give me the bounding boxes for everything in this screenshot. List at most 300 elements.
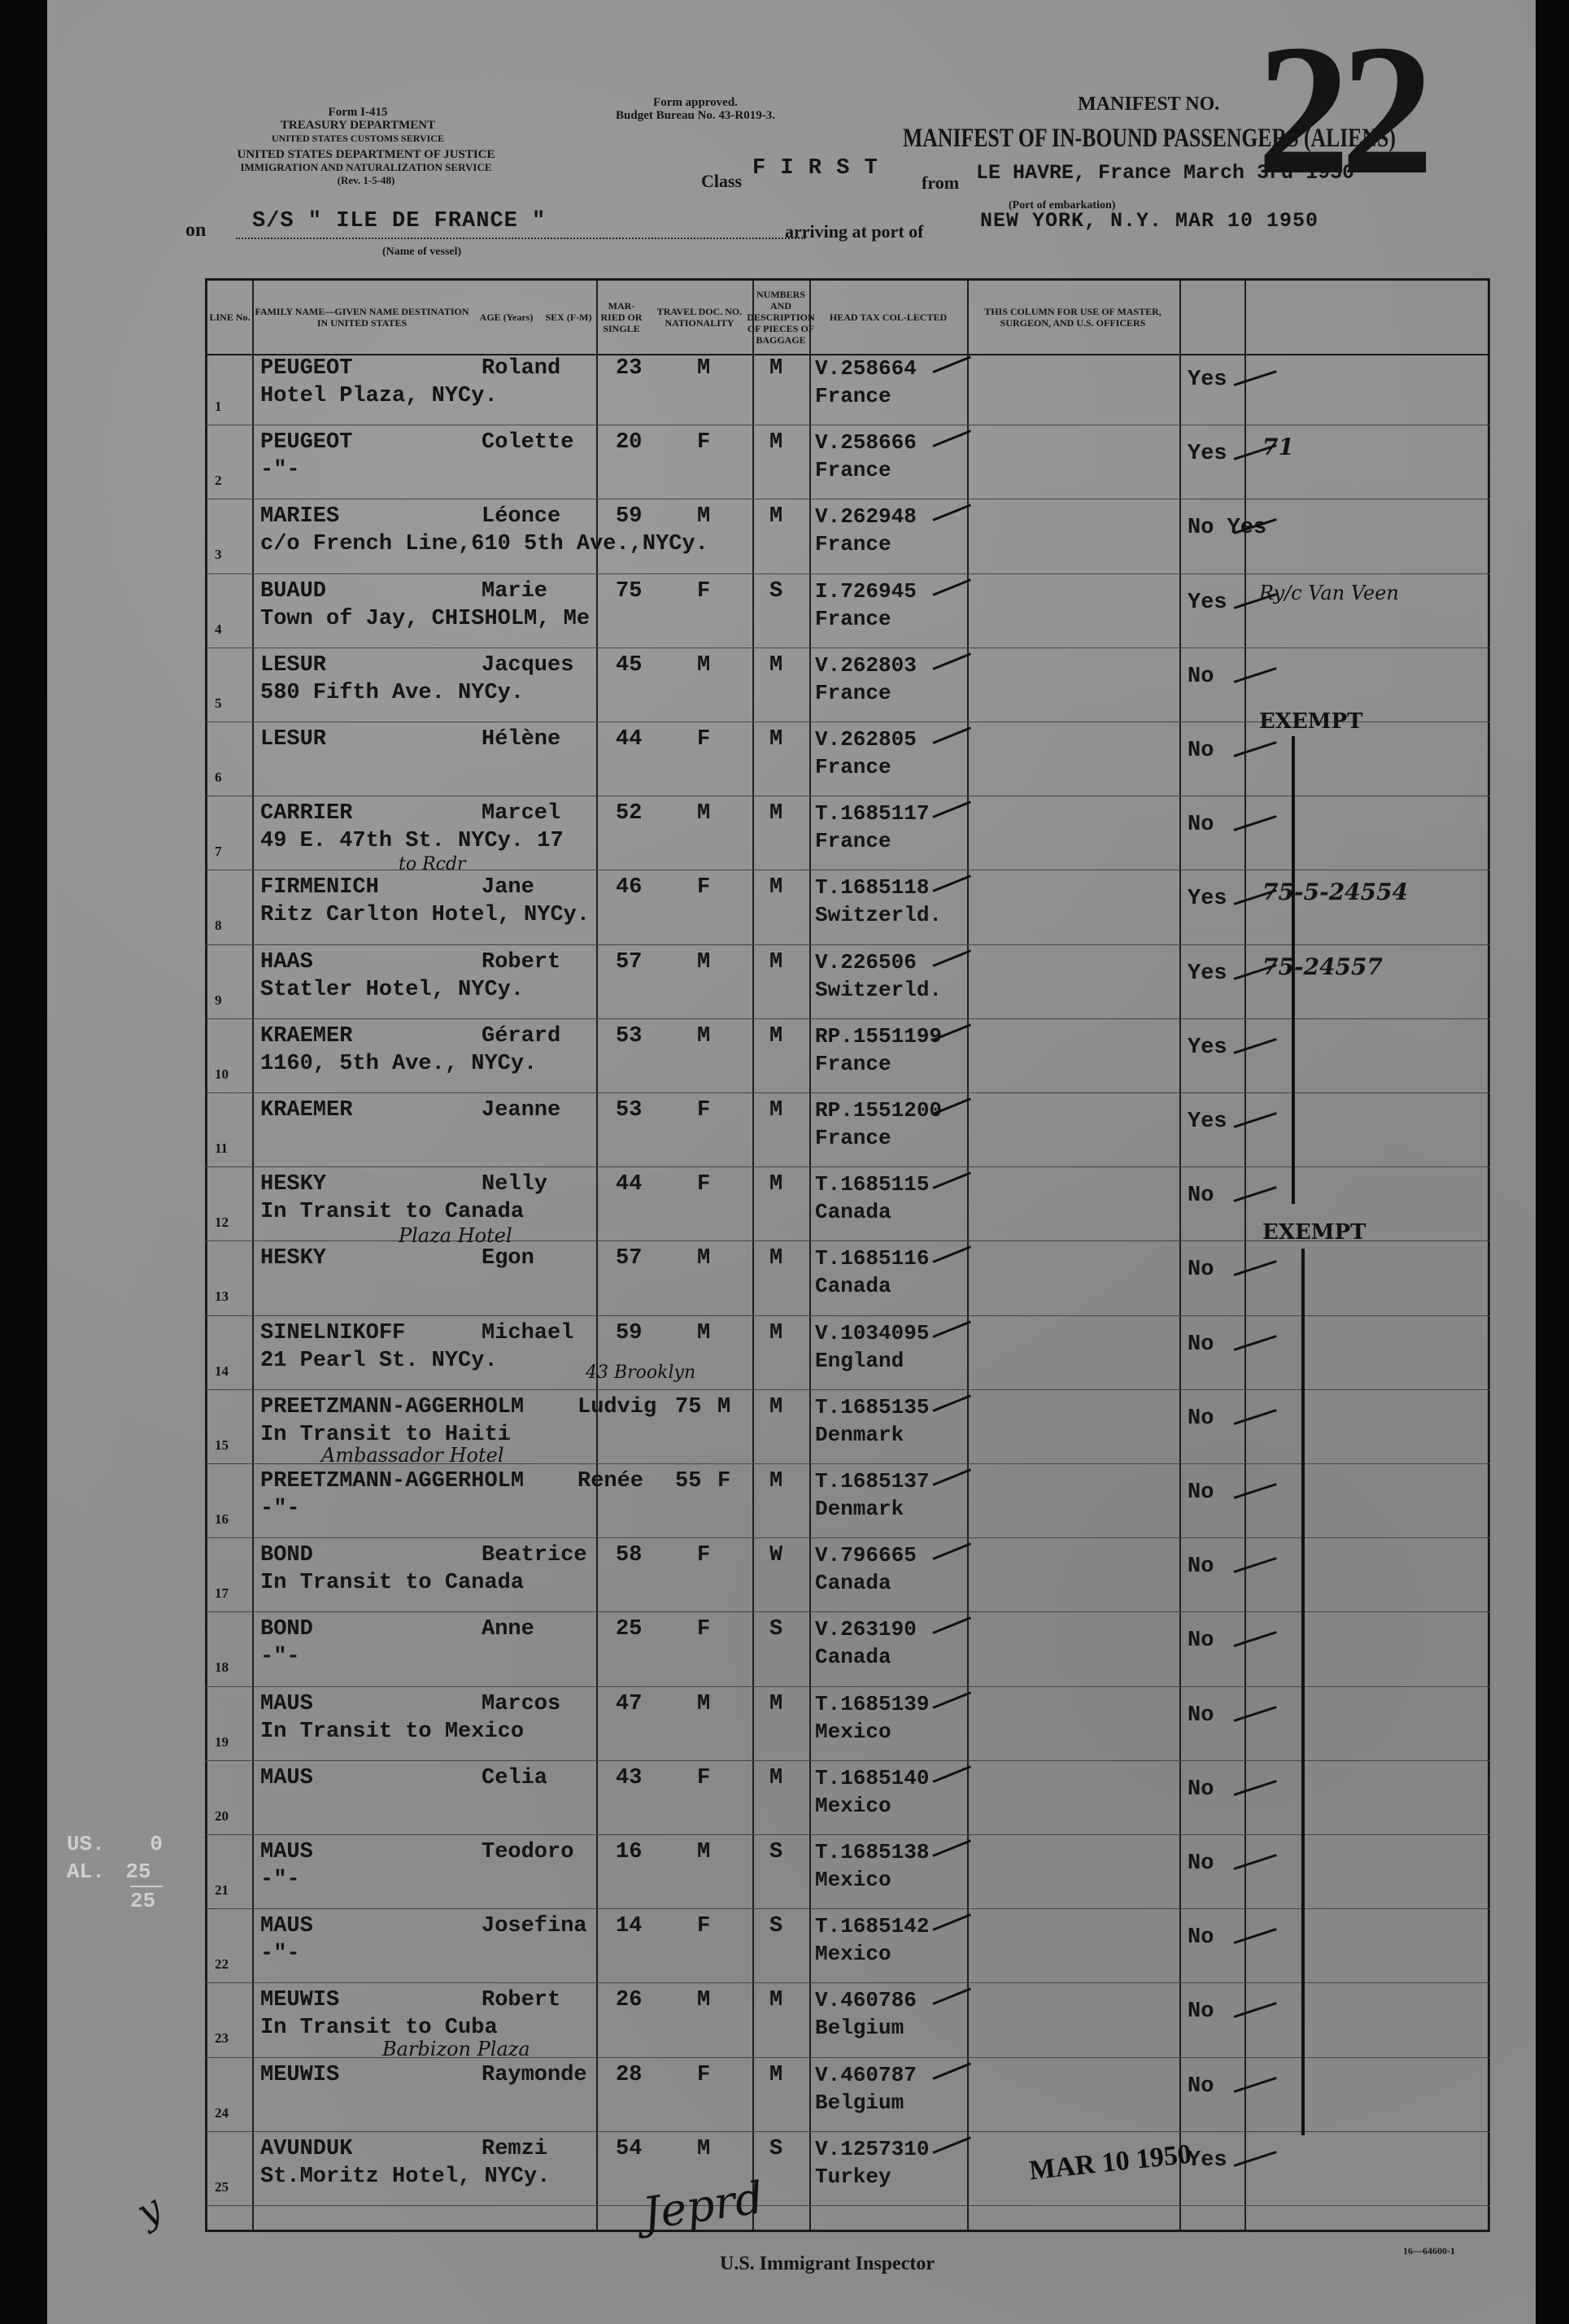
check-mark (932, 1246, 970, 1264)
line-number: 4 (215, 621, 222, 637)
line-number: 6 (215, 770, 222, 785)
check-mark (1234, 1038, 1277, 1054)
destination: In Transit to Canada (260, 1571, 525, 1596)
sex: M (697, 1246, 711, 1271)
sex: M (697, 801, 711, 826)
customs-service: UNITED STATES CUSTOMS SERVICE (272, 133, 444, 144)
destination: -"- (260, 1645, 300, 1670)
check-mark (1234, 1112, 1277, 1128)
check-mark (1234, 741, 1277, 757)
travel-doc-number: T.1685116 (815, 1246, 930, 1271)
passenger-given-name: Jane (482, 875, 534, 900)
travel-doc-number: V.258664 (815, 356, 917, 381)
age: 44 (616, 727, 643, 752)
destination: In Transit to Canada (260, 1200, 525, 1225)
check-mark (932, 1765, 970, 1783)
manifest-no-large: 22 (1257, 6, 1424, 213)
nationality: Canada (815, 1571, 891, 1596)
marital-status: M (769, 1320, 783, 1345)
check-mark (932, 949, 970, 967)
destination: Ritz Carlton Hotel, NYCy. (260, 903, 591, 928)
head-tax: No (1188, 1851, 1214, 1876)
head-tax: No (1188, 739, 1214, 763)
check-mark (932, 1394, 970, 1412)
travel-doc-number: V.460786 (815, 1988, 917, 2013)
col-header-sex: SEX (F-M) (545, 312, 592, 323)
sex: F (697, 1617, 711, 1642)
sex: F (697, 727, 711, 752)
check-mark (1234, 1928, 1277, 1944)
table-row (205, 1464, 1490, 1539)
age: 59 (616, 1320, 643, 1345)
check-mark (1234, 1483, 1277, 1499)
sex: M (717, 1394, 731, 1419)
nationality: Canada (815, 1645, 891, 1670)
marital-status: M (769, 727, 783, 752)
nationality: France (815, 829, 891, 854)
form-block-budget (561, 96, 830, 122)
travel-doc-number: T.1685135 (815, 1394, 930, 1419)
check-mark (932, 430, 970, 448)
line-number: 10 (215, 1066, 229, 1082)
passenger-given-name: Michael (482, 1320, 574, 1345)
manifest-no-label: MANIFEST NO. (1078, 94, 1220, 115)
head-tax: Yes (1188, 442, 1227, 467)
tally-al-label: AL. (67, 1860, 105, 1884)
sex: M (697, 1320, 711, 1345)
passenger-surname: KRAEMER (260, 1023, 353, 1049)
line-number: 8 (215, 918, 222, 934)
sex: F (697, 578, 711, 604)
check-mark (932, 875, 970, 893)
treasury-department: TREASURY DEPARTMENT (280, 119, 436, 132)
passenger-given-name: Robert (482, 1988, 561, 2013)
check-mark (932, 1914, 970, 1932)
passenger-surname: MAUS (260, 1691, 313, 1716)
check-mark (1234, 1186, 1277, 1202)
age: 25 (616, 1617, 643, 1642)
head-tax: No (1188, 1999, 1214, 2025)
sex: M (697, 1023, 711, 1049)
check-mark (1234, 667, 1277, 683)
check-mark (1234, 815, 1277, 831)
age: 52 (616, 801, 643, 826)
marital-status: M (769, 1172, 783, 1197)
age: 20 (616, 430, 643, 456)
marital-status: M (769, 1023, 783, 1049)
marital-status: M (769, 949, 783, 975)
handwritten-note: Ambassador Hotel (321, 1444, 504, 1467)
table-row (205, 1093, 1490, 1168)
age: 58 (616, 1543, 643, 1568)
line-number: 15 (215, 1437, 229, 1453)
marital-status: M (769, 1469, 783, 1493)
passenger-surname: MEUWIS (260, 2062, 340, 2087)
passenger-given-name: Celia (482, 1765, 548, 1790)
check-mark (932, 1172, 970, 1190)
passenger-surname: BOND (260, 1617, 313, 1642)
head-tax: Yes (1188, 368, 1227, 392)
travel-doc-number: V.1034095 (815, 1320, 930, 1345)
destination: c/o French Line,610 5th Ave.,NYCy. (260, 532, 708, 557)
head-tax: Yes (1188, 1110, 1227, 1134)
age: 59 (616, 504, 643, 530)
passenger-surname: PREETZMANN-AGGERHOLM (260, 1394, 525, 1419)
line-number: 14 (215, 1363, 229, 1379)
table-row (205, 1316, 1490, 1391)
table-row (205, 945, 1490, 1020)
travel-doc-number: V.460787 (815, 2062, 917, 2087)
nationality: Belgium (815, 2090, 904, 2115)
col-header-married: MAR-RIED OR SINGLE (600, 300, 643, 334)
immigration-service: IMMIGRATION AND NATURALIZATION SERVICE (240, 161, 492, 173)
passenger-given-name: Marie (482, 578, 548, 604)
travel-doc-number: T.1685139 (815, 1691, 930, 1716)
handwritten-note: 43 Brooklyn (586, 1363, 696, 1383)
age: 57 (616, 1246, 643, 1271)
row-divider (205, 2205, 1490, 2206)
age: 53 (616, 1098, 643, 1123)
line-number: 25 (215, 2178, 229, 2195)
destination: Hotel Plaza, NYCy. (260, 384, 498, 408)
age: 47 (616, 1691, 643, 1716)
line-number: 19 (215, 1733, 229, 1750)
sex: M (697, 1691, 711, 1716)
passenger-surname: MAUS (260, 1840, 313, 1864)
col-header-officers: THIS COLUMN FOR USE OF MASTER, SURGEON, AND U.S. OFFICERS (984, 306, 1161, 329)
head-tax: Yes (1188, 887, 1227, 912)
travel-doc-number: V.262948 (815, 504, 917, 530)
passenger-surname: LESUR (260, 652, 327, 678)
head-tax: No (1188, 1703, 1214, 1728)
check-mark (932, 578, 970, 596)
check-mark (932, 726, 970, 744)
line-number: 21 (215, 1882, 229, 1898)
sex: F (717, 1469, 731, 1493)
sex: M (697, 652, 711, 678)
table-row (205, 1761, 1490, 1836)
destination: In Transit to Haiti (260, 1422, 511, 1447)
travel-doc-number: T.1685115 (815, 1172, 930, 1197)
passenger-surname: KRAEMER (260, 1098, 353, 1123)
line-number: 2 (215, 473, 222, 489)
age: 75 (616, 578, 643, 604)
nationality: England (815, 1348, 904, 1373)
passenger-given-name: Hélène (482, 727, 561, 752)
sex: F (697, 1098, 711, 1123)
line-number: 11 (215, 1140, 229, 1156)
marital-status: S (769, 2136, 783, 2161)
tally-us-value: 0 (150, 1832, 163, 1856)
passenger-given-name: Jacques (482, 652, 574, 678)
passenger-given-name: Marcel (482, 801, 561, 826)
head-tax: No (1188, 1406, 1214, 1431)
passenger-surname: PEUGEOT (260, 356, 353, 381)
passenger-given-name: Raymonde (482, 2062, 587, 2087)
from-value: LE HAVRE, France March 3rd 1950 (976, 161, 1355, 185)
passenger-surname: HESKY (260, 1246, 327, 1271)
check-mark (1234, 1409, 1277, 1425)
passenger-given-name: Gérard (482, 1023, 561, 1049)
marital-status: S (769, 1617, 783, 1642)
sex: F (697, 1914, 711, 1939)
margin-mark: y (129, 2186, 169, 2235)
passenger-surname: HESKY (260, 1172, 327, 1197)
line-number: 9 (215, 992, 222, 1008)
passenger-given-name: Colette (482, 430, 574, 456)
from-label: from (922, 172, 960, 193)
marital-status: M (769, 801, 783, 826)
travel-doc-number: V.1257310 (815, 2136, 930, 2161)
check-mark (1234, 2077, 1277, 2093)
nationality: France (815, 532, 891, 557)
travel-doc-number: T.1685138 (815, 1840, 930, 1864)
age: 45 (616, 652, 643, 678)
on-label: on (185, 220, 207, 241)
passenger-surname: BOND (260, 1543, 313, 1568)
line-number: 5 (215, 695, 222, 711)
age: 53 (616, 1023, 643, 1049)
destination: In Transit to Mexico (260, 1719, 525, 1744)
nationality: Mexico (815, 1868, 891, 1892)
age: 43 (616, 1765, 643, 1790)
stamp-date: MAR 10 1950 (1027, 2139, 1193, 2187)
sex: F (697, 1172, 711, 1197)
sex: M (697, 504, 711, 530)
check-mark (932, 1617, 970, 1635)
table-row (205, 1019, 1490, 1094)
passenger-surname: BUAUD (260, 578, 327, 604)
officer-note: 75-5-24554 (1262, 879, 1409, 906)
age: 14 (616, 1914, 643, 1939)
line-number: 17 (215, 1585, 229, 1602)
check-mark (932, 504, 970, 522)
inspector-signature: Jeprd (639, 2171, 767, 2240)
sex: M (697, 356, 711, 381)
sex: F (697, 1543, 711, 1568)
passenger-given-name: Teodoro (482, 1840, 574, 1864)
passenger-given-name: Beatrice (482, 1543, 587, 1568)
class-value: F I R S T (752, 156, 878, 181)
line-number: 24 (215, 2104, 229, 2121)
check-mark (1234, 2002, 1277, 2018)
line-number: 23 (215, 2030, 229, 2047)
col-header-baggage: NUMBERS AND DESCRIPTION OF PIECES OF BAGGAGE (747, 289, 815, 346)
officer-note: 75-24557 (1262, 953, 1383, 980)
check-mark (932, 1543, 970, 1561)
destination: 580 Fifth Ave. NYCy. (260, 680, 525, 705)
table-row (205, 2132, 1490, 2207)
head-tax: No (1188, 2073, 1214, 2099)
marital-status: M (769, 652, 783, 678)
marital-status: W (769, 1543, 783, 1568)
line-number: 22 (215, 1956, 229, 1973)
col-header-line: LINE No. (209, 312, 251, 323)
vessel-name: S/S " ILE DE FRANCE " (252, 209, 547, 233)
nationality: Switzerld. (815, 977, 943, 1002)
travel-doc-number: I.726945 (815, 578, 917, 604)
sex: F (697, 1765, 711, 1790)
col-header-head-tax: HEAD TAX COL-LECTED (829, 312, 948, 323)
head-tax: No (1188, 813, 1214, 838)
age: 28 (616, 2062, 643, 2087)
marital-status: M (769, 1765, 783, 1790)
check-mark (932, 1691, 970, 1709)
passenger-surname: MAUS (260, 1914, 313, 1939)
budget-approved: Form approved. (653, 96, 738, 109)
passenger-surname: MARIES (260, 504, 340, 530)
table-row (205, 425, 1490, 500)
table-row (205, 1241, 1490, 1316)
table-row (205, 796, 1490, 871)
revision: (Rev. 1-5-48) (337, 174, 395, 186)
budget-bureau: Budget Bureau No. 43-R019-3. (616, 109, 775, 122)
nationality: France (815, 606, 891, 631)
passenger-given-name: Egon (482, 1246, 534, 1271)
head-tax: Yes (1188, 590, 1227, 615)
passenger-given-name: Roland (482, 356, 561, 381)
passenger-surname: SINELNIKOFF (260, 1320, 406, 1345)
passenger-given-name: Robert (482, 949, 561, 975)
nationality: France (815, 1126, 891, 1150)
check-mark (932, 1839, 970, 1857)
passenger-surname: PREETZMANN-AGGERHOLM (260, 1469, 525, 1493)
check-mark (932, 1988, 970, 2006)
age: 54 (616, 2136, 643, 2161)
line-number: 16 (215, 1511, 229, 1527)
col-header-age: AGE (Years) (479, 312, 534, 323)
table-row (205, 1538, 1490, 1613)
passenger-surname: MEUWIS (260, 1988, 340, 2013)
line-number: 7 (215, 844, 222, 860)
nationality: Denmark (815, 1497, 904, 1521)
nationality: Mexico (815, 1719, 891, 1744)
vessel-underline (236, 238, 805, 239)
travel-doc-number: V.226506 (815, 949, 917, 975)
arriving-label: arriving at port of (785, 221, 924, 242)
marital-status: M (769, 1098, 783, 1123)
nationality: Switzerld. (815, 903, 943, 928)
tally-total: 25 (130, 1889, 156, 1913)
officer-note: 71 (1262, 434, 1294, 461)
head-tax: Yes (1188, 2147, 1227, 2173)
bracket-line (1301, 1249, 1305, 2135)
check-mark (932, 1320, 970, 1338)
head-tax: No (1188, 1332, 1214, 1357)
sex: M (697, 949, 711, 975)
nationality: France (815, 458, 891, 483)
nationality: France (815, 1051, 891, 1076)
head-tax: No (1188, 1777, 1214, 1802)
travel-doc-number: V.796665 (815, 1543, 917, 1568)
head-tax: No Yes (1188, 516, 1267, 541)
age: 55 (675, 1469, 702, 1493)
head-tax: No (1188, 1925, 1214, 1951)
age: 75 (675, 1394, 702, 1419)
travel-doc-number: V.263190 (815, 1617, 917, 1642)
passenger-given-name: Anne (482, 1617, 534, 1642)
destination: 1160, 5th Ave., NYCy. (260, 1051, 538, 1076)
check-mark (932, 355, 970, 373)
check-mark (1234, 1706, 1277, 1722)
nationality: France (815, 755, 891, 779)
travel-doc-number: T.1685118 (815, 875, 930, 900)
tally-block (67, 1830, 163, 1915)
nationality: France (815, 680, 891, 705)
destination: -"- (260, 1868, 300, 1892)
marital-status: S (769, 578, 783, 604)
sex: F (697, 2062, 711, 2087)
marital-status: M (769, 356, 783, 381)
handwritten-note: to Rcdr (399, 854, 466, 874)
destination: -"- (260, 458, 300, 483)
sex: M (697, 1840, 711, 1864)
check-mark (1234, 1631, 1277, 1647)
table-row (205, 1612, 1490, 1687)
travel-doc-number: T.1685117 (815, 801, 930, 826)
form-code: 16—64600-1 (1403, 2245, 1455, 2256)
age: 23 (616, 356, 643, 381)
check-mark (1234, 1557, 1277, 1573)
nationality: Belgium (815, 2016, 904, 2041)
check-mark (932, 652, 970, 670)
col-header-travel-doc: TRAVEL DOC. NO. NATIONALITY (656, 306, 743, 329)
marital-status: M (769, 1988, 783, 2013)
destination: -"- (260, 1942, 300, 1967)
nationality: France (815, 384, 891, 408)
col-header-name: FAMILY NAME—GIVEN NAME DESTINATION IN UNITED STATES (255, 306, 469, 329)
passenger-given-name: Ludvig (577, 1394, 657, 1419)
destination: In Transit to Cuba (260, 2016, 498, 2041)
age: 44 (616, 1172, 643, 1197)
passenger-surname: AVUNDUK (260, 2136, 353, 2161)
head-tax: No (1188, 1184, 1214, 1209)
passenger-given-name: Nelly (482, 1172, 548, 1197)
handwritten-note: Ry/c Van Veen (1259, 582, 1399, 604)
travel-doc-number: T.1685140 (815, 1765, 930, 1790)
check-mark (1234, 1260, 1277, 1276)
form-number: Form I-415 (328, 106, 388, 119)
form-block-justice (183, 148, 549, 187)
passenger-given-name: Renée (577, 1469, 644, 1493)
line-number: 3 (215, 547, 222, 563)
tally-al-value: 25 (125, 1860, 151, 1884)
passenger-surname: CARRIER (260, 801, 353, 826)
passenger-surname: LESUR (260, 727, 327, 752)
name-of-vessel: (Name of vessel) (382, 246, 462, 258)
travel-doc-number: RP.1551199 (815, 1023, 943, 1049)
head-tax: No (1188, 1554, 1214, 1580)
class-label: Class (701, 171, 743, 191)
check-mark (1234, 1780, 1277, 1796)
marital-status: M (769, 504, 783, 530)
age: 16 (616, 1840, 643, 1864)
check-mark (932, 2062, 970, 2080)
destination: 49 E. 47th St. NYCy. 17 (260, 829, 564, 854)
passenger-surname: FIRMENICH (260, 875, 379, 900)
nationality: Canada (815, 1274, 891, 1299)
check-mark (1234, 2151, 1277, 2167)
check-mark (932, 801, 970, 819)
marital-status: M (769, 875, 783, 900)
age: 57 (616, 949, 643, 975)
table-row (205, 1687, 1490, 1762)
destination: Town of Jay, CHISHOLM, Me (260, 606, 591, 631)
passenger-given-name: Léonce (482, 504, 561, 530)
travel-doc-number: V.258666 (815, 430, 917, 456)
passenger-surname: HAAS (260, 949, 313, 975)
line-number: 13 (215, 1288, 229, 1305)
